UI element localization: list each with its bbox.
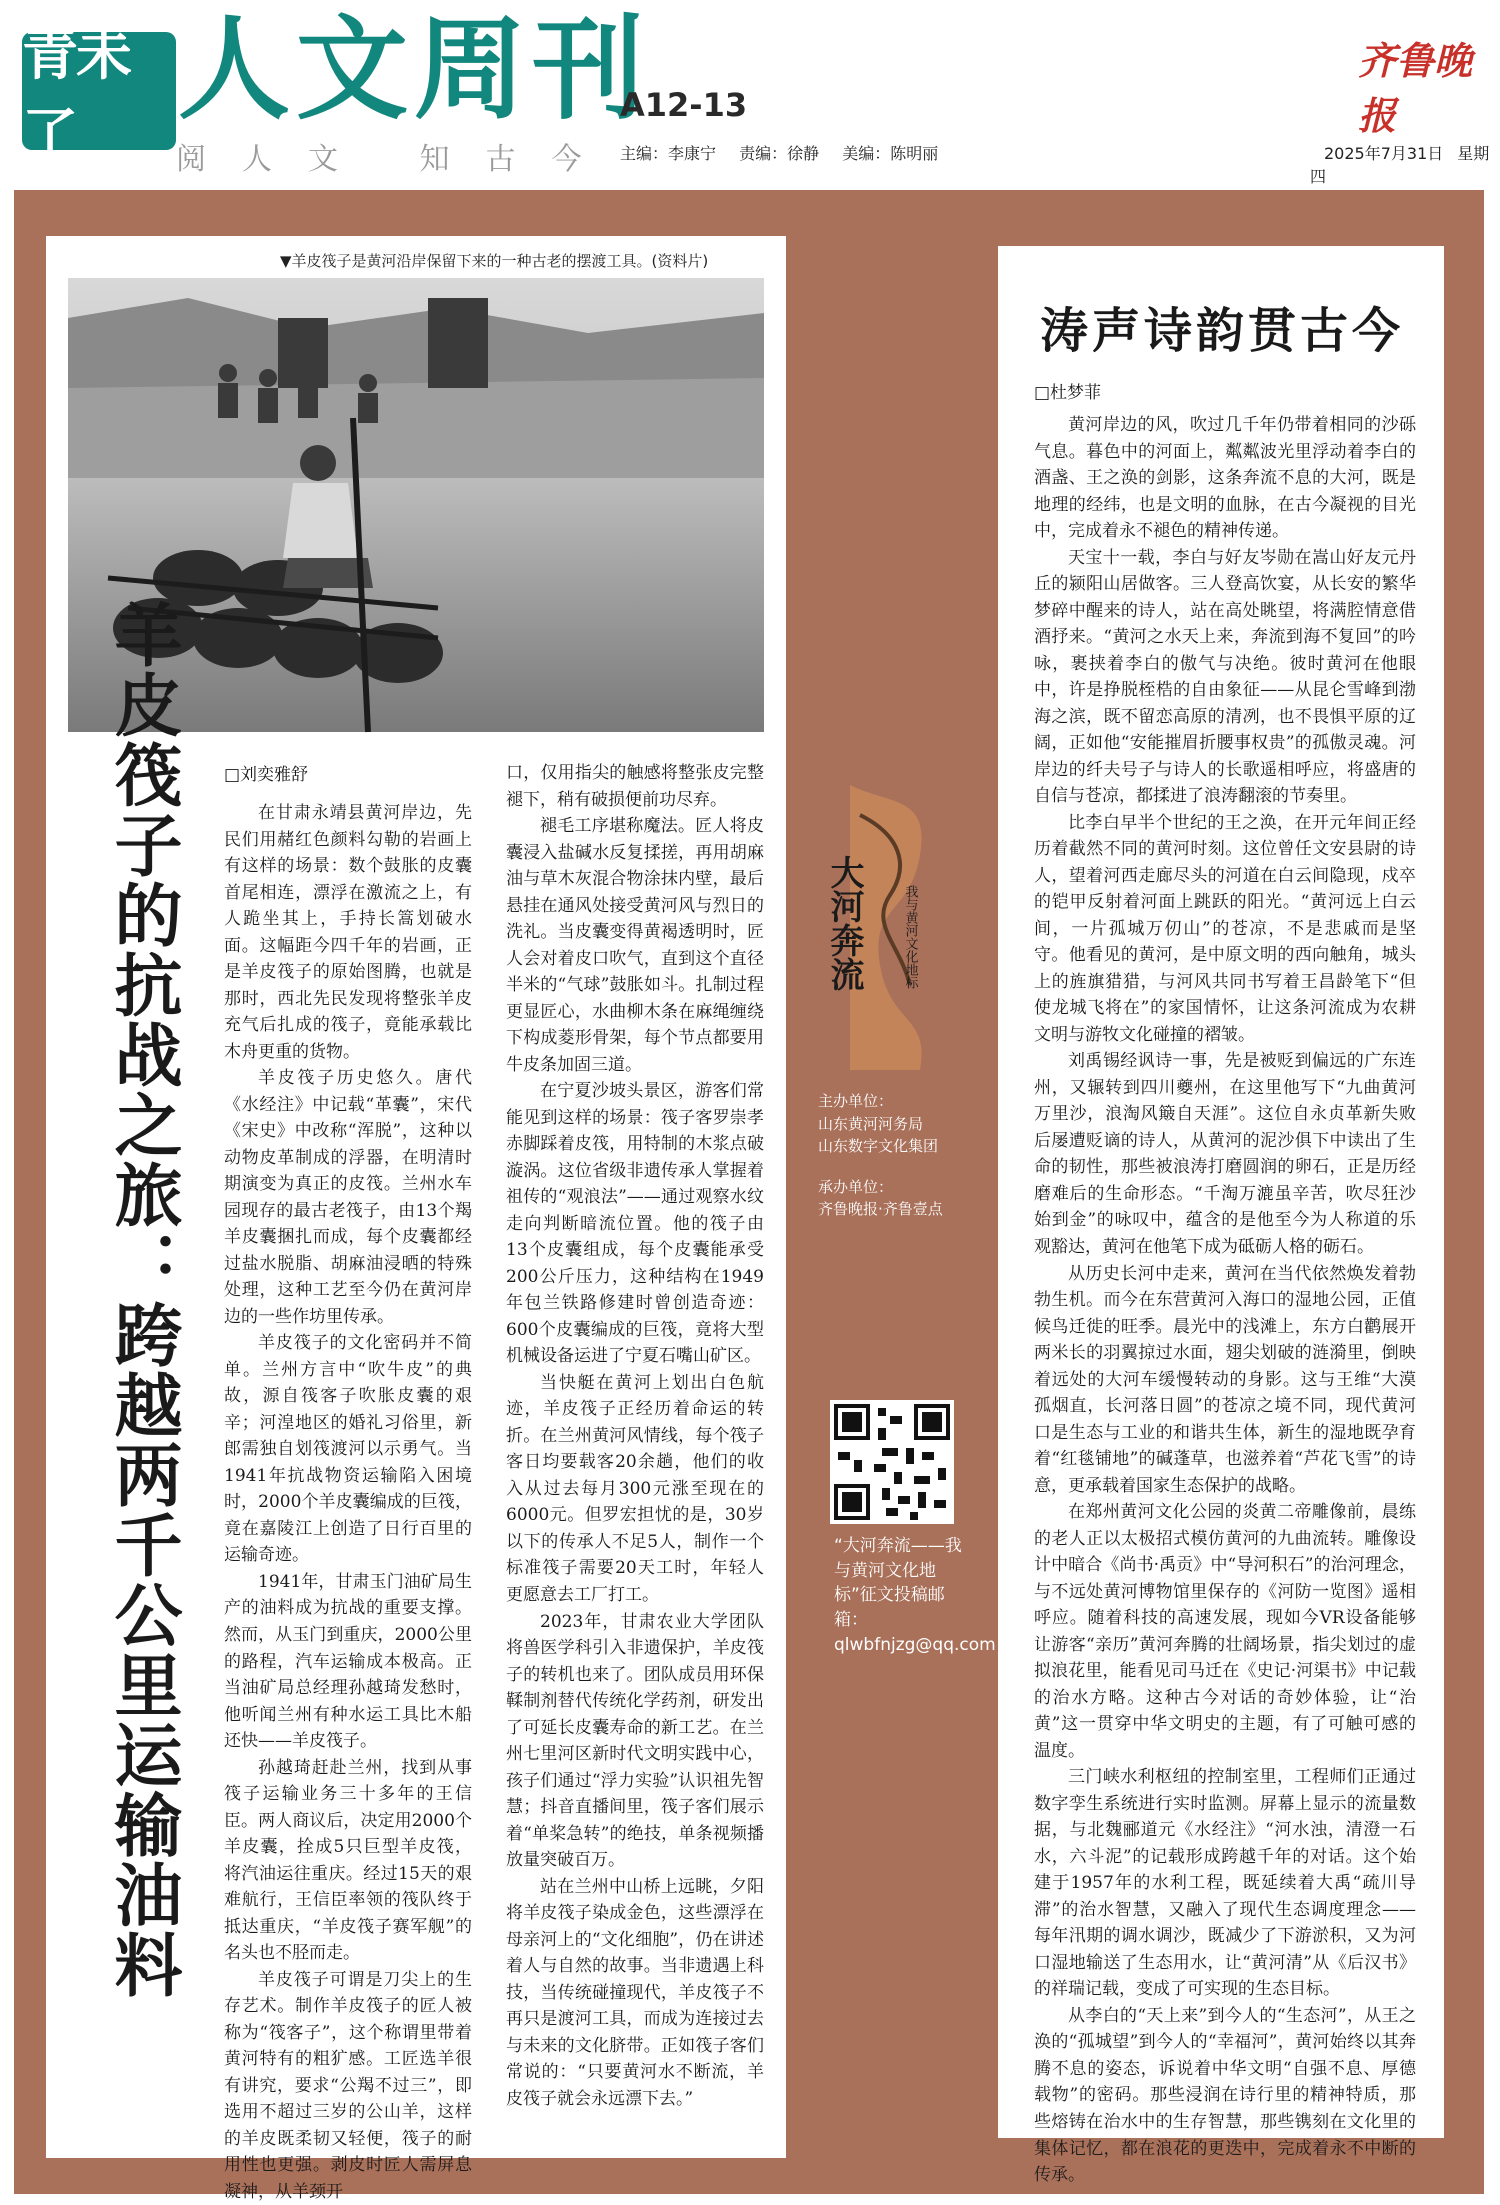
duty-editor: 责编：徐静 [739,144,820,163]
paragraph: 黄河岸边的风，吹过几千年仍带着相同的沙砾气息。暮色中的河面上，粼粼波光里浮动着李白的酒盏、王之涣的剑影，这条奔流不息的大河，既是地理的经纬，也是文明的血脉，在古今凝视的目光中，完成着永不褪色的精神传递。 [1034,415,1416,542]
newspaper-brand: 齐鲁晚报 [1358,38,1473,138]
left-article-column-2 [506,760,764,2140]
right-article-body [1034,412,1416,2186]
left-article-column-1 [224,800,472,2202]
paragraph: 当快艇在黄河上划出白色航迹，羊皮筏子正经历着命运的转折。在兰州黄河风情线，每个筏子客日均要载客20余趟，他们的收入从过去每月300元涨至现在的6000元。但罗宏担忧的是，30岁以下的传承人不足5人，制作一个标准筏子需要20天工时，年轻人更愿意去工厂打工。 [506,1372,764,1605]
organizer-names: 齐鲁晚报·齐鲁壹点 [818,1200,943,1218]
paragraph: 刘禹锡经讽诗一事，先是被贬到偏远的广东连州，又辗转到四川夔州，在这里他写下“九曲黄河万里沙，浪淘风簸自天涯”。这位自永贞革新失败后屡遭贬谪的诗人，从黄河的泥沙俱下中读出了生命的韧性，那些被浪涛打磨圆润的卵石，正是历经磨难后的生命形态。“千淘万漉虽辛苦，吹尽狂沙始到金”的咏叹中，蕴含的是他至今为人称道的乐观豁达，黄河在他笔下成为砥砺人格的砺石。 [1034,1051,1416,1257]
host-1: 山东黄河河务局 [818,1114,924,1133]
column-organizers [818,1090,943,1221]
brand-logo [22,23,176,168]
right-article-author: □杜梦菲 [1034,383,1102,403]
qr-code[interactable] [830,1400,954,1524]
paragraph: 羊皮筏子历史悠久。唐代《水经注》中记载“革囊”，宋代《宋史》中改称“浑脱”，这种以动物皮革制成的浮器，在明清时期演变为真正的皮筏。兰州水车园现存的最古老筏子，由13个羯羊皮囊捆扎而成，每个皮囊都经过盐水脱脂、胡麻油浸晒的特殊处理，这种工艺至今仍在黄河岸边的一些作坊里传承。 [224,1068,472,1327]
organizer-label: 承办单位： [818,1177,894,1196]
page-number: A12-13 [620,86,748,124]
column-logo-emblem [824,775,940,1075]
column-logo-title: 大河奔流 [824,855,864,991]
column-logo-subtitle: 我与黄河文化地标 [902,885,918,989]
paragraph: 口，仅用指尖的触感将整张皮完整褪下，稍有破损便前功尽弃。 [506,763,764,810]
paragraph: 在郑州黄河文化公园的炎黄二帝雕像前，晨练的老人正以太极招式模仿黄河的九曲流转。雕像设计中暗合《尚书·禹贡》中“导河积石”的治河理念，与不远处黄河博物馆里保存的《河防一览图》遥相呼应。随着科技的高速发展，现如今VR设备能够让游客“亲历”黄河奔腾的壮阔场景，指尖划过的虚拟浪花里，能看见司马迁在《史记·河渠书》中记载的治水方略。这种古今对话的奇妙体验，让“治黄”这一贯穿中华文明史的主题，有了可触可感的温度。 [1034,1502,1416,1761]
paragraph: 在甘肃永靖县黄河岸边，先民们用赭红色颜料勾勒的岩画上有这样的场景：数个鼓胀的皮囊首尾相连，漂浮在激流之上，有人跪坐其上，手持长篙划破水面。这幅距今四千年的岩画，正是羊皮筏子的原始图腾，也就是那时，西北先民发现将整张羊皮充气后扎成的筏子，竟能承载比木舟更重的货物。 [224,803,472,1062]
paragraph: 孙越琦赶赴兰州，找到从事筏子运输业务三十多年的王信臣。两人商议后，决定用2000个羊皮囊，拴成5只巨型羊皮筏，将汽油运往重庆。经过15天的艰难航行，王信臣率领的筏队终于抵达重庆，“羊皮筏子赛军舰”的名头也不胫而走。 [224,1757,472,1964]
editor-credits [620,141,956,164]
left-article-author: □刘奕雅舒 [224,765,309,785]
logo-text: 青未了 [22,23,130,168]
paragraph: 从李白的“天上来”到今人的“生态河”，从王之涣的“孤城望”到今人的“幸福河”，黄河始终以其奔腾不息的姿态，诉说着中华文明“自强不息、厚德载物”的密码。那些浸润在诗行里的精神特质，那些熔铸在治水中的生存智慧，那些镌刻在文化里的集体记忆，都在浪花的更迭中，完成着永不中断的传承。 [1034,2005,1416,2186]
issue-date [1310,141,1500,187]
host-label: 主办单位： [818,1092,894,1110]
right-article-title: 涛声诗韵贯古今 [1040,303,1405,359]
paragraph: 羊皮筏子可谓是刀尖上的生存艺术。制作羊皮筏子的匠人被称为“筏客子”，这个称谓里带着黄河特有的粗犷感。工匠选羊很有讲究，要求“公羯不过三”，即选用不超过三岁的公山羊，这样的羊皮既柔韧又轻便，筏子的耐用性也更强。剥皮时匠人需屏息凝神，从羊颈开 [224,1969,472,2202]
paragraph: 褪毛工序堪称魔法。匠人将皮囊浸入盐碱水反复揉搓，再用胡麻油与草木灰混合物涂抹内壁，最后悬挂在通风处接受黄河风与烈日的洗礼。当皮囊变得黄褐透明时，匠人会对着皮口吹气，直到这个直径半米的“气球”鼓胀如斗。扎制过程更显匠心，水曲柳木条在麻绳缠绕下构成菱形骨架，每个节点都要用牛皮条加固三道。 [506,816,764,1075]
chief-editor: 主编：李康宁 [620,144,717,163]
paragraph: 2023年，甘肃农业大学团队将兽医学科引入非遗保护，羊皮筏子的转机也来了。团队成员用环保鞣制剂替代传统化学药剂，研发出了可延长皮囊寿命的新工艺。在兰州七里河区新时代文明实践中心，孩子们通过“浮力实验”认识祖先智慧；抖音直播间里，筏子客们展示着“单桨急转”的绝技，单条视频播放量突破百万。 [506,1611,764,1871]
weekday: 星期四 [1310,144,1490,186]
section-title: 人文周刊 [178,4,650,135]
paragraph: 比李白早半个世纪的王之涣，在开元年间正经历着截然不同的黄河时刻。这位曾任文安县尉的诗人，望着河西走廊尽头的河道在白云间隐现，戍卒的铠甲反射着河面上跳跃的阳光。“黄河远上白云间，一片孤城万仞山”的苍凉，不是悲戚而是坚守。他看见的黄河，是中原文明的西向触角，城头上的旌旗猎猎，与河风共同书写着王昌龄笔下“但使龙城飞将在”的家国情怀，让这条河流成为农耕文明与游牧文化碰撞的褶皱。 [1034,812,1416,1045]
paragraph: 在宁夏沙坡头景区，游客们常能见到这样的场景：筏子客罗崇孝赤脚踩着皮筏，用特制的木浆点破漩涡。这位省级非遗传承人掌握着祖传的“观浪法”——通过观察水纹走向判断暗流位置。他的筏子由13个皮囊组成，每个皮囊能承受200公斤压力，这种结构在1949年包兰铁路修建时曾创造奇迹：600个皮囊编成的巨筏，竟将大型机械设备运进了宁夏石嘴山矿区。 [506,1081,764,1367]
photo-caption: ▼羊皮筏子是黄河沿岸保留下来的一种古老的摆渡工具。(资料片) [280,252,709,270]
paragraph: 从历史长河中走来，黄河在当代依然焕发着勃勃生机。而今在东营黄河入海口的湿地公园，正值候鸟迁徙的旺季。晨光中的浅滩上，东方白鹳展开两米长的羽翼掠过水面，翅尖划破的涟漪里，倒映着远处的大河车缓慢转动的身影。这与王维“大漠孤烟直，长河落日圆”的苍凉之境不同，现代黄河口是生态与工业的和谐共生体，新生的湿地既孕育着“红毯铺地”的碱蓬草，也滋养着“芦花飞雪”的诗意，更承载着国家生态保护的战略。 [1034,1263,1416,1496]
paragraph: 三门峡水利枢纽的控制室里，工程师们正通过数字孪生系统进行实时监测。屏幕上显示的流量数据，与北魏郦道元《水经注》“河水浊，清澄一石水，六斗泥”的记载形成跨越千年的对话。这个始建于1957年的水利工程，既延续着大禹“疏川导滞”的治水智慧，又融入了现代生态调度理念——每年汛期的调水调沙，既减少了下游淤积，又为河口湿地输送了生态用水，让“黄河清”从《后汉书》的祥瑞记载，变成了可实现的生态目标。 [1034,1767,1416,2000]
paragraph: 1941年，甘肃玉门油矿局生产的油料成为抗战的重要支撑。然而，从玉门到重庆，2000公里的路程，汽车运输成本极高。正当油矿局总经理孙越琦发愁时，他听闻兰州有种水运工具比木船还快——羊皮筏子。 [224,1571,472,1752]
submission-info: “大河奔流——我与黄河文化地标”征文投稿邮箱：qlwbfnjzg@qq.com [834,1536,996,1655]
art-editor: 美编：陈明丽 [842,144,939,163]
section-slogan: 阅人文 知古今 [176,142,618,177]
date: 2025年7月31日 [1324,144,1444,163]
paragraph: 站在兰州中山桥上远眺，夕阳将羊皮筏子染成金色，这些漂浮在母亲河上的“文化细胞”，仍在讲述着人与自然的故事。当非遗遇上科技，当传统碰撞现代，羊皮筏子不再只是渡河工具，而成为连接过去与未来的文化脐带。正如筏子客们常说的：“只要黄河水不断流，羊皮筏子就会永远漂下去。” [506,1876,764,2109]
left-article-title: 羊皮筏子的抗战之旅：跨越两千公里运输油料 [103,600,183,2000]
host-2: 山东数字文化集团 [818,1137,939,1155]
paragraph: 天宝十一载，李白与好友岑勋在嵩山好友元丹丘的颍阳山居做客。三人登高饮宴，从长安的繁华梦碎中醒来的诗人，站在高处眺望，将满腔情意借酒抒来。“黄河之水天上来，奔流到海不复回”的吟咏，裹挟着李白的傲气与决绝。彼时黄河在他眼中，许是挣脱桎梏的自由象征——从昆仑雪峰到渤海之滨，既不留恋高原的清冽，也不畏惧平原的辽阔，正如他“安能摧眉折腰事权贵”的孤傲灵魂。河岸边的纤夫号子与诗人的长歌遥相呼应，将盛唐的自信与苍凉，都揉进了浪涛翻滚的节奏里。 [1034,547,1416,807]
paragraph: 羊皮筏子的文化密码并不简单。兰州方言中“吹牛皮”的典故，源自筏客子吹胀皮囊的艰辛；河湟地区的婚礼习俗里，新郎需独自划筏渡河以示勇气。当1941年抗战物资运输陷入困境时，2000个羊皮囊编成的巨筏，竟在嘉陵江上创造了日行百里的运输奇迹。 [224,1333,472,1566]
